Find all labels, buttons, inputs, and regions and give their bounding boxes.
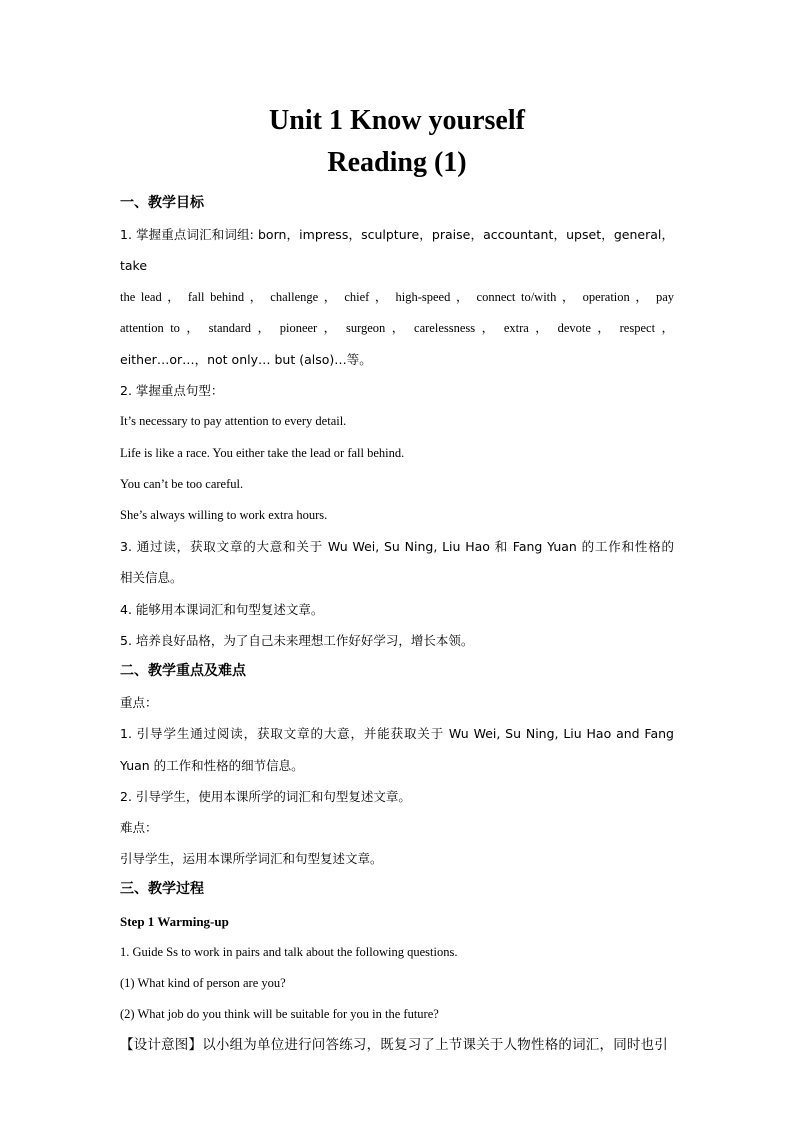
objective-1-line-4: either…or…，not only… but (also)…等。 bbox=[120, 352, 372, 368]
objective-2-label: 2. 掌握重点句型： bbox=[120, 383, 224, 399]
difficulty-1: 引导学生，运用本课所学词汇和句型复述文章。 bbox=[120, 851, 383, 867]
key-sentence-1: It’s necessary to pay attention to every detail. bbox=[120, 414, 347, 429]
key-sentence-3: You can’t be too careful. bbox=[120, 476, 244, 491]
question-2: (2) What job do you think will be suitable for you in the future? bbox=[120, 1007, 439, 1022]
key-point-1-line-2: Yuan 的工作和性格的细节信息。 bbox=[120, 757, 304, 773]
section-heading-process: 三、教学过程 bbox=[120, 881, 204, 898]
section-heading-objectives: 一、教学目标 bbox=[120, 195, 204, 211]
key-point-1-line-1: 1. 引导学生通过阅读，获取文章的大意，并能获取关于 Wu Wei, Su Ning, Liu Hao and Fang bbox=[120, 726, 674, 742]
key-points-label: 重点： bbox=[120, 695, 158, 711]
objective-4: 4. 能够用本课词汇和句型复述文章。 bbox=[120, 601, 324, 617]
section-heading-key-points: 二、教学重点及难点 bbox=[120, 663, 246, 680]
objective-3-line-2: 相关信息。 bbox=[120, 570, 183, 586]
difficulty-label: 难点： bbox=[120, 820, 158, 836]
objective-1-line-3: attention to ， standard ， pioneer ， surgeon ， carelessness ， extra ， devote ， respect ， bbox=[120, 320, 674, 335]
key-sentence-2: Life is like a race. You either take the lead or fall behind. bbox=[120, 445, 405, 460]
document-page bbox=[120, 100, 674, 1062]
design-intent: 【设计意图】以小组为单位进行问答练习，既复习了上节课关于人物性格的词汇，同时也引 bbox=[120, 1037, 668, 1054]
key-point-2: 2. 引导学生，使用本课所学的词汇和句型复述文章。 bbox=[120, 788, 411, 804]
objective-1-line-2: the lead ， fall behind ， challenge ， chief ， high-speed ， connect to/with ， operation ， pay bbox=[120, 289, 674, 304]
document-subtitle: Reading (1) bbox=[327, 147, 467, 178]
objective-1-line-1: 1. 掌握重点词汇和词组: born，impress，sculpture，praise，accountant，upset，general，take bbox=[120, 227, 674, 274]
document-title: Unit 1 Know yourself bbox=[269, 105, 525, 136]
objective-5: 5. 培养良好品格，为了自己未来理想工作好好学习，增长本领。 bbox=[120, 632, 474, 648]
step-1-item: 1. Guide Ss to work in pairs and talk about the following questions. bbox=[120, 944, 458, 959]
question-1: (1) What kind of person are you? bbox=[120, 976, 286, 991]
key-sentence-4: She’s always willing to work extra hours. bbox=[120, 508, 328, 523]
objective-3-line-1: 3. 通过读，获取文章的大意和关于 Wu Wei, Su Ning, Liu Hao 和 Fang Yuan 的工作和性格的 bbox=[120, 539, 674, 555]
step-1-title: Step 1 Warming-up bbox=[120, 913, 229, 929]
